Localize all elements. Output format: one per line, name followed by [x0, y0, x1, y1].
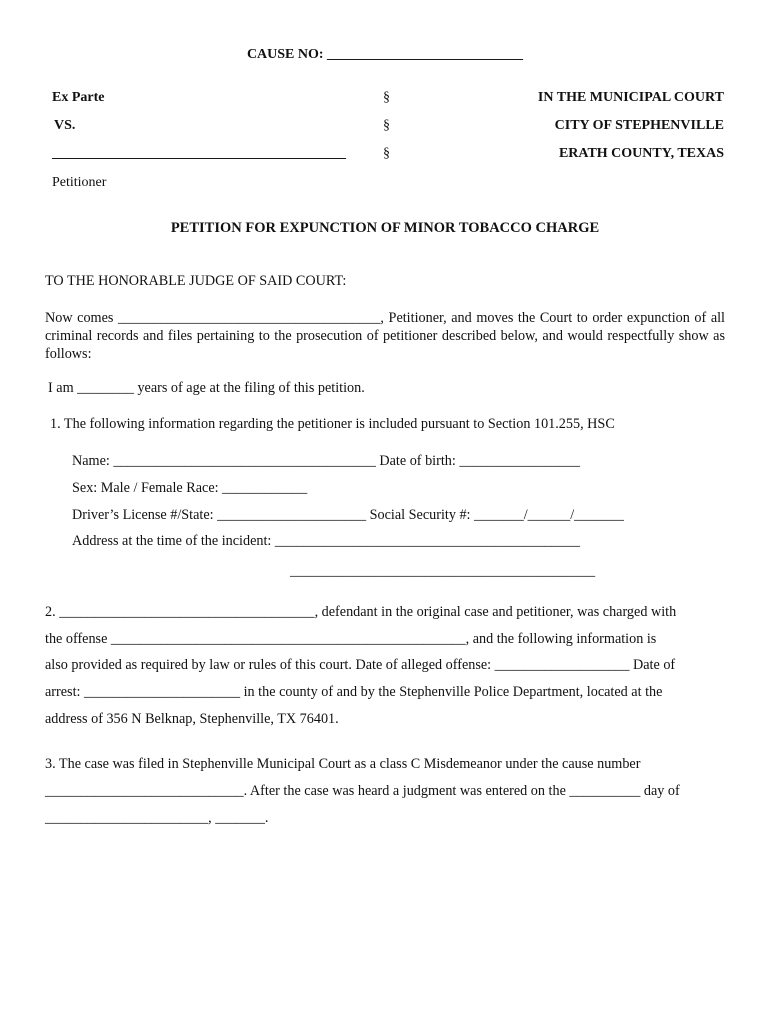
intro-paragraph: Now comes _____________________________________, Petitioner, and moves the Court to order expunction of all criminal records and files pertaining to the prosecution of petitioner described below, and would respectfully show as follows:: [45, 310, 725, 362]
caption-vs: VS.: [54, 118, 76, 133]
section-mark: §: [383, 146, 390, 161]
court-county: ERATH COUNTY, TEXAS: [558, 146, 724, 161]
section-mark: §: [383, 118, 390, 133]
salutation: TO THE HONORABLE JUDGE OF SAID COURT:: [45, 273, 347, 289]
caption-petitioner-label: Petitioner: [52, 175, 107, 190]
document-title: PETITION FOR EXPUNCTION OF MINOR TOBACCO CHARGE: [170, 220, 600, 236]
item-1-heading: 1. The following information regarding the petitioner is included pursuant to Section 101.255, HSC: [50, 416, 615, 432]
caption-petitioner-blank[interactable]: __________________________________________: [52, 146, 346, 161]
court-city: CITY OF STEPHENVILLE: [554, 118, 724, 133]
item-2-line-4: arrest: ______________________ in the county of and by the Stephenville Police Department, located at the: [45, 684, 663, 700]
item-2-line-2: the offense __________________________________________________, and the following information is: [45, 631, 657, 647]
item-3-line-2: ____________________________. After the case was heard a judgment was entered on the __________ day of: [45, 783, 680, 799]
address-line[interactable]: Address at the time of the incident: ___________________________________________: [72, 533, 580, 549]
address-line-2[interactable]: ___________________________________________: [290, 563, 596, 579]
caption-ex-parte: Ex Parte: [52, 90, 105, 105]
item-2-line-3: also provided as required by law or rules of this court. Date of alleged offense: ___________________ Date of: [45, 657, 676, 673]
item-2-line-5: address of 356 N Belknap, Stephenville, TX 76401.: [45, 711, 339, 727]
item-3-line-3: _______________________, _______.: [45, 810, 269, 826]
age-line: I am ________ years of age at the filing of this petition.: [48, 380, 365, 396]
item-3-line-1: 3. The case was filed in Stephenville Municipal Court as a class C Misdemeanor under the cause number: [45, 756, 641, 772]
court-name: IN THE MUNICIPAL COURT: [537, 90, 724, 105]
name-dob-line[interactable]: Name: _____________________________________ Date of birth: _________________: [72, 453, 580, 469]
license-ssn-line[interactable]: Driver’s License #/State: _____________________ Social Security #: _______/______/_______: [72, 507, 624, 523]
item-2-line-1: 2. ____________________________________, defendant in the original case and petitioner, was charged with: [45, 604, 677, 620]
sex-race-line[interactable]: Sex: Male / Female Race: ____________: [72, 480, 308, 496]
cause-number-line: CAUSE NO: ____________________________: [246, 47, 524, 62]
section-mark: §: [383, 90, 390, 105]
